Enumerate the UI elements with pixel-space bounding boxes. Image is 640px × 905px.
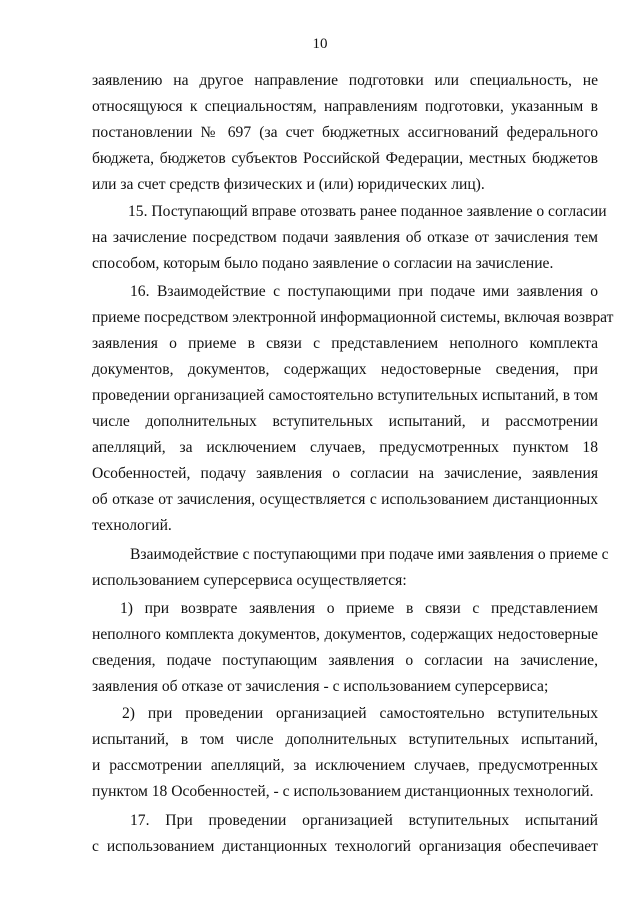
text-line: и рассмотрении апелляций, за исключением случаев, предусмотренных [92,757,598,774]
text-line: об отказе от зачисления, осуществляется с использованием дистанционных [92,491,598,508]
text-line: 2) при проведении организацией самостоятельно вступительных [122,705,598,722]
text-line: заявления о приеме в связи с представлением неполного комплекта [92,335,598,352]
text-line: на зачисление посредством подачи заявления об отказе от зачисления тем [92,229,598,246]
text-line: постановлении № 697 (за счет бюджетных ассигнований федерального [92,124,598,141]
text-line: бюджета, бюджетов субъектов Российской Федерации, местных бюджетов [92,150,598,167]
text-line: заявления об отказе от зачисления - с использованием суперсервиса; [92,678,549,695]
text-line: относящуюся к специальностям, направлениям подготовки, указанным в [92,98,598,115]
text-line: способом, которым было подано заявление о согласии на зачисление. [92,255,554,272]
text-line: технологий. [92,517,172,534]
text-line: или за счет средств физических и (или) юридических лиц). [92,176,485,193]
text-line: использованием суперсервиса осуществляется: [92,572,407,589]
text-line: приеме посредством электронной информационной системы, включая возврат [92,309,614,326]
text-line: заявлению на другое направление подготовки или специальность, не [92,72,598,89]
text-line: 16. Взаимодействие с поступающими при подаче ими заявления о [130,283,598,300]
text-line: 15. Поступающий вправе отозвать ранее поданное заявление о согласии [128,203,607,220]
text-line: сведения, подаче поступающим заявления о согласии на зачисление, [92,652,598,669]
text-line: 17. При проведении организацией вступительных испытаний [130,812,598,829]
page-number: 10 [312,36,328,52]
text-line: Особенностей, подачу заявления о согласии на зачисление, заявления [92,465,598,482]
text-line: с использованием дистанционных технологий организация обеспечивает [92,838,598,855]
text-line: пунктом 18 Особенностей, - с использованием дистанционных технологий. [92,783,594,800]
text-line: апелляций, за исключением случаев, предусмотренных пунктом 18 [92,439,598,456]
text-line: 1) при возврате заявления о приеме в связи с представлением [120,600,598,617]
text-line: проведении организацией самостоятельно вступительных испытаний, в том [92,387,598,404]
text-line: документов, документов, содержащих недостоверные сведения, при [92,361,598,378]
text-line: числе дополнительных вступительных испытаний, и рассмотрении [92,413,598,430]
text-line: неполного комплекта документов, документов, содержащих недостоверные [92,626,598,643]
text-line: испытаний, в том числе дополнительных вступительных испытаний, [92,731,598,748]
text-line: Взаимодействие с поступающими при подаче ими заявления о приеме с [130,546,609,563]
